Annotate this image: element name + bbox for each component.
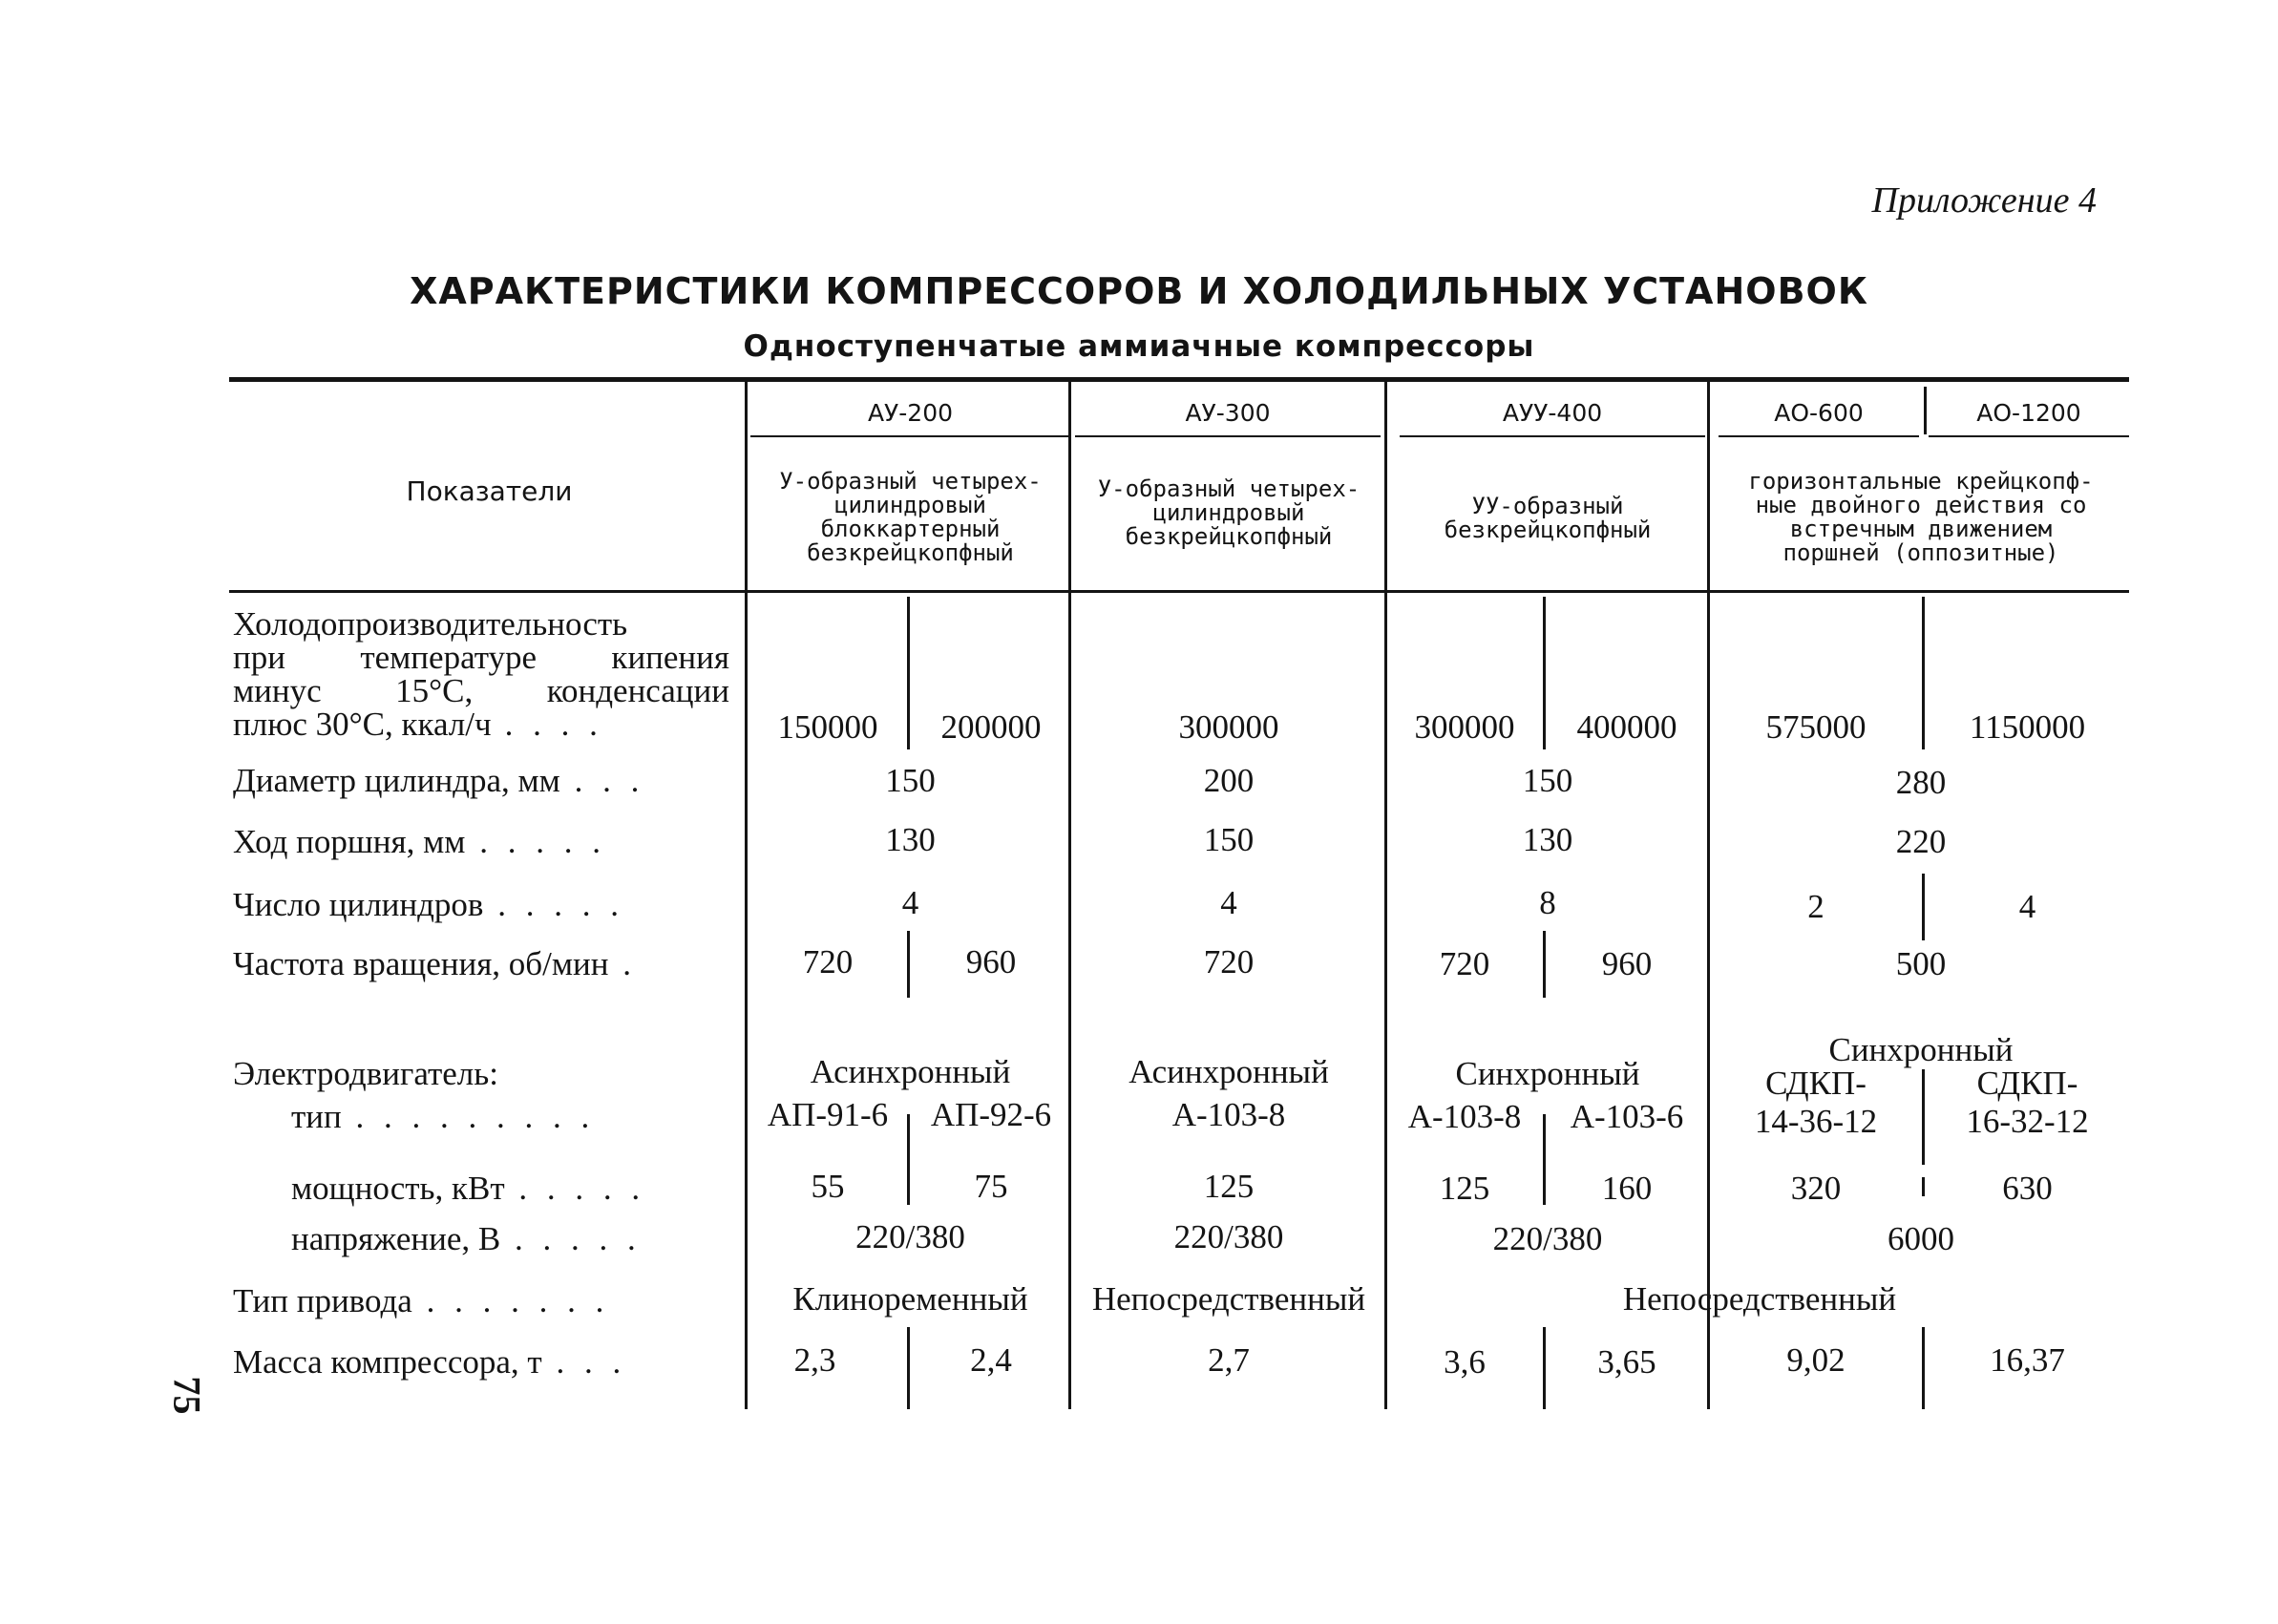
cell-motor-type: СДКП- 14-36-12 — [1754, 1065, 1878, 1140]
page-number: 75 — [165, 1376, 209, 1415]
table-top-rule — [229, 377, 2129, 382]
cell-mass: 3,65 — [1597, 1343, 1656, 1381]
row-label-cooling: Холодопроизводительность — [233, 605, 628, 643]
cell-motor-type: АП-91-6 — [767, 1096, 889, 1133]
appendix-label: Приложение 4 — [1871, 180, 2097, 221]
page-title: ХАРАКТЕРИСТИКИ КОМПРЕССОРОВ И ХОЛОДИЛЬНЫХ УСТАНОВОК — [410, 270, 1868, 312]
header-bottom-rule — [229, 590, 2129, 593]
cell-mass: 3,6 — [1444, 1343, 1486, 1381]
cell-motor-voltage: 220/380 — [1492, 1220, 1603, 1257]
cell-motor-voltage: 220/380 — [1173, 1218, 1284, 1255]
cell-speed: 960 — [1601, 945, 1653, 982]
cell-motor-type: А-103-8 — [1171, 1096, 1286, 1133]
row-label-motor: Электродвигатель: — [233, 1055, 498, 1092]
cell-drive: Непосредственный — [1622, 1280, 1897, 1318]
cell-speed: 960 — [965, 943, 1017, 981]
row-label-cylinders: Число цилиндров . . . . . — [233, 886, 624, 923]
subcolumn-rule — [1543, 1174, 1546, 1205]
row-label-motor-type: тип . . . . . . . . . — [291, 1098, 596, 1135]
row-label-drive: Тип привода . . . . . . . — [233, 1282, 610, 1319]
cell-cylinders: 4 — [901, 884, 919, 921]
model-underline — [750, 435, 1070, 437]
subcolumn-rule — [1922, 597, 1925, 749]
subcolumn-rule — [1543, 597, 1546, 749]
cell-motor-type: А-103-6 — [1570, 1098, 1684, 1135]
cell-mass: 2,4 — [970, 1341, 1012, 1379]
motor-kind: Асинхронный — [1128, 1053, 1329, 1090]
cell-motor-type: АП-92-6 — [930, 1096, 1052, 1133]
type-au200: У-образный четырех- цилиндровый блоккартерный безкрейцкопфный — [779, 468, 1042, 566]
subcolumn-rule — [907, 931, 910, 998]
cell-motor-power: 75 — [974, 1168, 1008, 1205]
cell-cooling: 575000 — [1765, 708, 1867, 746]
cell-cooling: 400000 — [1576, 708, 1677, 746]
cell-cooling: 300000 — [1178, 708, 1279, 746]
cell-motor-power: 160 — [1601, 1170, 1653, 1207]
cell-motor-voltage: 6000 — [1888, 1220, 1954, 1257]
cell-cooling: 1150000 — [1969, 708, 2086, 746]
table-subtitle: Одноступенчатые аммиачные компрессоры — [743, 329, 1535, 364]
row-label-diameter: Диаметр цилиндра, мм . . . — [233, 762, 645, 799]
subcolumn-rule — [1922, 1177, 1925, 1196]
cell-motor-power: 55 — [811, 1168, 845, 1205]
cell-stroke: 220 — [1895, 823, 1947, 860]
cell-drive: Клиноременный — [792, 1280, 1028, 1318]
model-underline — [1929, 435, 2129, 437]
type-auu400: УУ-образный безкрейцкопфный — [1444, 493, 1652, 543]
model-au200: АУ-200 — [867, 399, 954, 427]
subcolumn-rule — [1922, 874, 1925, 940]
cell-motor-type: А-103-8 — [1407, 1098, 1522, 1135]
model-au300: АУ-300 — [1185, 399, 1271, 427]
subcolumn-rule — [907, 1114, 910, 1205]
model-underline — [1719, 435, 1919, 437]
cell-cylinders: 2 — [1807, 888, 1825, 925]
cell-cooling: 150000 — [777, 708, 878, 746]
model-ao600: АО-600 — [1774, 399, 1864, 427]
cell-cooling: 200000 — [940, 708, 1042, 746]
model-underline — [1400, 435, 1705, 437]
cell-speed: 720 — [1439, 945, 1490, 982]
cell-speed: 720 — [1203, 943, 1255, 981]
cell-motor-power: 125 — [1203, 1168, 1255, 1205]
cell-diameter: 200 — [1203, 762, 1255, 799]
row-label-motor-power: мощность, кВт . . . . . — [291, 1170, 646, 1207]
row-label-cooling-cont: при температуре кипения минус 15°С, конденсации плюс 30°С, ккал/ч . . . . — [233, 639, 729, 743]
cell-diameter: 150 — [885, 762, 936, 799]
motor-kind: Синхронный — [1828, 1031, 2014, 1068]
cell-speed: 720 — [802, 943, 854, 981]
cell-motor-type: СДКП- 16-32-12 — [1966, 1065, 2089, 1140]
subcolumn-rule — [907, 597, 910, 749]
row-label-motor-voltage: напряжение, В . . . . . — [291, 1220, 642, 1257]
row-label-mass: Масса компрессора, т . . . — [233, 1343, 627, 1381]
cell-mass: 9,02 — [1786, 1341, 1846, 1379]
cell-speed: 500 — [1895, 945, 1947, 982]
column-rule — [745, 380, 748, 1409]
motor-kind: Синхронный — [1455, 1055, 1640, 1092]
subcolumn-rule — [907, 1327, 910, 1409]
motor-kind: Асинхронный — [810, 1053, 1011, 1090]
model-auu400: АУУ-400 — [1502, 399, 1603, 427]
subcolumn-rule — [1922, 1327, 1925, 1409]
cell-stroke: 150 — [1203, 821, 1255, 858]
model-ao1200: АО-1200 — [1976, 399, 2081, 427]
cell-mass: 2,7 — [1208, 1341, 1250, 1379]
row-label-stroke: Ход поршня, мм . . . . . — [233, 823, 606, 860]
indicators-header: Показатели — [406, 475, 573, 507]
type-au300: У-образный четырех- цилиндровый безкрейцкопфный — [1097, 475, 1360, 550]
cell-stroke: 130 — [885, 821, 936, 858]
model-underline — [1075, 435, 1381, 437]
cell-mass: 2,3 — [793, 1341, 836, 1379]
subcolumn-rule — [1543, 1327, 1546, 1409]
cell-motor-voltage: 220/380 — [855, 1218, 965, 1255]
cell-cylinders: 4 — [1220, 884, 1237, 921]
column-rule — [1384, 380, 1387, 1409]
cell-diameter: 280 — [1895, 764, 1947, 801]
cell-cooling: 300000 — [1414, 708, 1515, 746]
subcolumn-rule — [1543, 931, 1546, 998]
cell-motor-power: 630 — [2002, 1170, 2053, 1207]
cell-drive: Непосредственный — [1091, 1280, 1366, 1318]
cell-mass: 16,37 — [1990, 1341, 2065, 1379]
cell-cylinders: 8 — [1539, 884, 1556, 921]
cell-cylinders: 4 — [2018, 888, 2036, 925]
cell-motor-power: 125 — [1439, 1170, 1490, 1207]
cell-stroke: 130 — [1522, 821, 1573, 858]
row-label-speed: Частота вращения, об/мин . — [233, 945, 637, 982]
column-rule — [1707, 380, 1710, 1409]
type-ao: горизонтальные крейцкопф- ные двойного действия со встречным движением поршней (оппозитные) — [1748, 468, 2094, 566]
column-rule — [1924, 387, 1927, 434]
cell-diameter: 150 — [1522, 762, 1573, 799]
cell-motor-power: 320 — [1790, 1170, 1842, 1207]
subcolumn-rule — [1922, 1069, 1925, 1165]
